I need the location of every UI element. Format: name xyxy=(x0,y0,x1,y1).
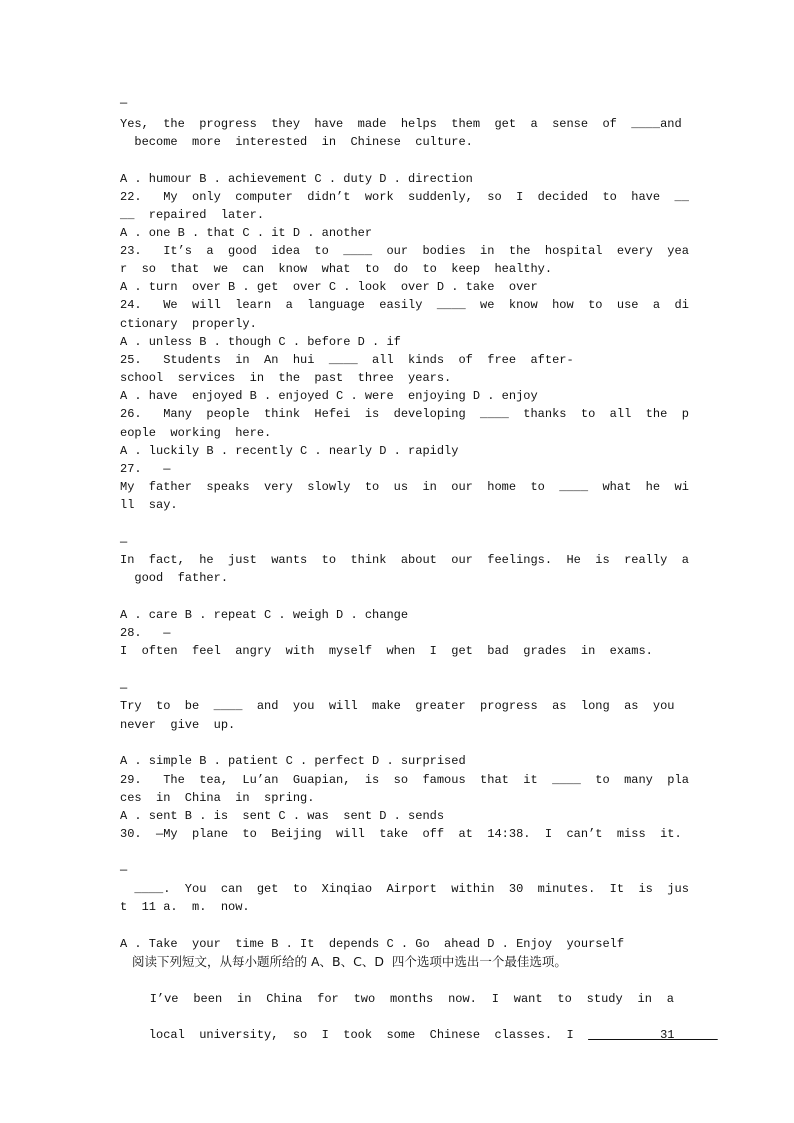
answer-options: A . care B . repeat C . weigh D . change xyxy=(120,608,409,622)
dialogue-dash: — xyxy=(120,863,128,877)
dialogue-dash: — xyxy=(120,535,128,549)
answer-options: A . humour B . achievement C . duty D . direction xyxy=(120,172,473,186)
dialogue-dash: — xyxy=(120,96,128,110)
answer-options: A . unless B . though C . before D . if xyxy=(120,335,401,349)
question-26: 26. Many people think Hefei is developing ____ thanks to all the p xyxy=(120,407,689,421)
text-line: t 11 a. m. now. xyxy=(120,900,250,914)
answer-options: A . luckily B . recently C . nearly D . rapidly xyxy=(120,444,459,458)
text-line: __ repaired later. xyxy=(120,208,265,222)
text-line: I often feel angry with myself when I get bad grades in exams. xyxy=(120,644,653,658)
text-line: My father speaks very slowly to us in our home to ____ what he wi xyxy=(120,480,689,494)
text-line: r so that we can know what to do to keep healthy. xyxy=(120,262,553,276)
text-line: ctionary properly. xyxy=(120,317,257,331)
question-23: 23. It’s a good idea to ____ our bodies in the hospital every yea xyxy=(120,244,689,258)
passage-line: I’ve been in China for two months now. I want to study in a xyxy=(120,992,674,1006)
answer-options: A . have enjoyed B . enjoyed C . were enjoying D . enjoy xyxy=(120,389,538,403)
blank-31: 31 xyxy=(588,1028,718,1042)
dialogue-dash: — xyxy=(120,681,128,695)
question-27: 27. — xyxy=(120,462,171,476)
text-line: become more interested in Chinese culture. xyxy=(120,135,473,149)
text-line: eople working here. xyxy=(120,426,272,440)
question-24: 24. We will learn a language easily ____ we know how to use a di xyxy=(120,298,689,312)
text-line: school services in the past three years. xyxy=(120,371,452,385)
question-29: 29. The tea, Lu’an Guapian, is so famous that it ____ to many pla xyxy=(120,773,689,787)
answer-options: A . one B . that C . it D . another xyxy=(120,226,373,240)
passage-text: local university, so I took some Chinese classes. I xyxy=(148,1028,589,1042)
question-22: 22. My only computer didn’t work suddenly, so I decided to have __ xyxy=(120,190,689,204)
text-line: ____. You can get to Xinqiao Airport within 30 minutes. It is jus xyxy=(120,882,689,896)
text-line: ll say. xyxy=(120,498,178,512)
text-line: Yes, the progress they have made helps them get a sense of ____and xyxy=(120,117,682,131)
text-line: good father. xyxy=(120,571,229,585)
question-30: 30. —My plane to Beijing will take off at 14:38. I can’t miss it. xyxy=(120,827,682,841)
section-instruction: 阅读下列短文，从每小题所给的 A、B、C、D 四个选项中选出一个最佳选项。 xyxy=(132,954,567,969)
answer-options: A . turn over B . get over C . look over D . take over xyxy=(120,280,538,294)
text-line: Try to be ____ and you will make greater progress as long as you xyxy=(120,699,675,713)
answer-options: A . sent B . is sent C . was sent D . sends xyxy=(120,809,445,823)
text-line: never give up. xyxy=(120,718,236,732)
answer-options: A . simple B . patient C . perfect D . surprised xyxy=(120,754,466,768)
passage-line xyxy=(120,1008,718,1042)
answer-options: A . Take your time B . It depends C . Go ahead D . Enjoy yourself xyxy=(120,937,625,951)
question-25: 25. Students in An hui ____ all kinds of free after- xyxy=(120,353,574,367)
text-line: ces in China in spring. xyxy=(120,791,315,805)
text-line: In fact, he just wants to think about our feelings. He is really a xyxy=(120,553,689,567)
question-28: 28. — xyxy=(120,626,171,640)
